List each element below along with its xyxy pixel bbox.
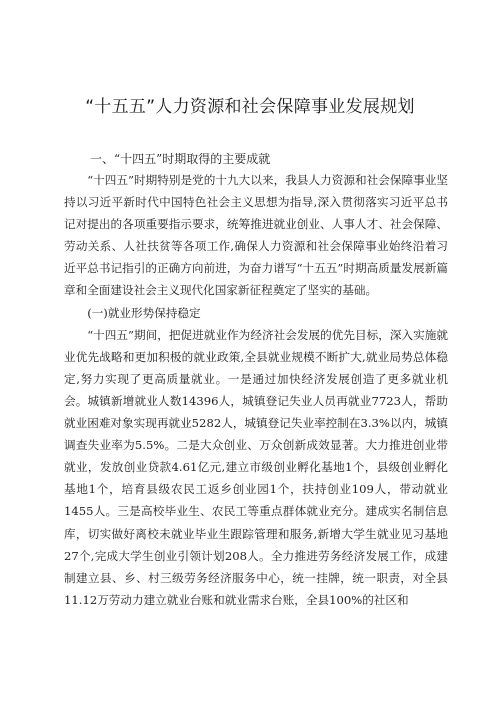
document-title: “十五五”人力资源和社会保障事业发展规划 — [85, 97, 415, 117]
intro-paragraph: “十四五”时期特别是党的十九大以来，我县人力资源和社会保障事业坚持以习近平新时代中国特色社会主义思想为指导,深入贯彻落实习近平总书记对提出的各项重要指示要求，统筹推进就业创业、人事人才、社会保障、劳动关系、人社扶贫等各项工作,确保人力资源和社会保障事业始终沿着习近平总书记指引的正确方向前进，为奋力谱写“十五五”时期高质量发展新篇章和全面建设社会主义现代化国家新征程奠定了坚实的基础。 — [64, 173, 448, 298]
section-heading: 一、“十四五”时期取得的主要成就 — [90, 152, 271, 166]
document-body — [64, 169, 448, 611]
subheading-employment: (一)就业形势保持稳定 — [87, 305, 201, 320]
employment-paragraph: “十四五”期间，把促进就业作为经济社会发展的优先目标，深入实施就业优先战略和更加积极的就业政策,全县就业规模不断扩大,就业局势总体稳定,努力实现了更高质量就业。一是通过加快经济发展创造了更多就业机会。城镇新增就业人数14396人，城镇登记失业人员再就业7723人，帮助就业困难对象实现再就业5282人，城镇登记失业率控制在3.3%以内，城镇调查失业率为5.5%。二是大众创业、万众创新成效显著。大力推进创业带就业，发放创业贷款4.61亿元,建立市级创业孵化基地1个，县级创业孵化基地1个，培育县级农民工返乡创业园1个，扶持创业109人，带动就业1455人。三是高校毕业生、农民工等重点群体就业充分。建成实名制信息库，切实做好离校未就业毕业生跟踪管理和服务,新增大学生就业见习基地27个,完成大学生创业引领计划208人。全力推进劳务经济发展工作，成建制建立县、乡、村三级劳务经济服务中心，统一挂牌，统一职责，对全县11.12万劳动力建立就业台账和就业需求台账，全县100%的社区和 — [64, 327, 448, 607]
